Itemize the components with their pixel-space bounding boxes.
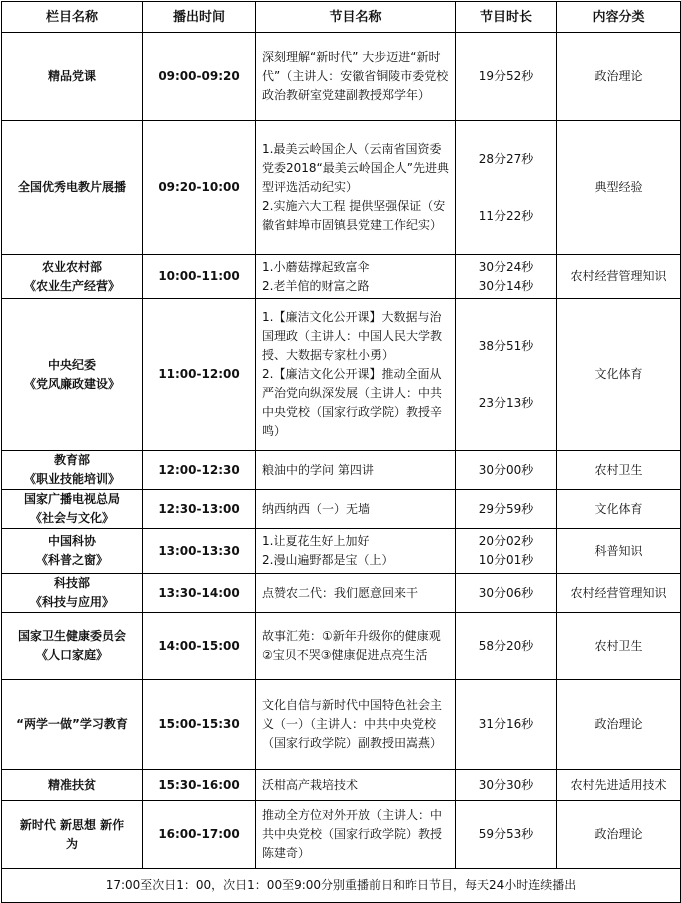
column-subtitle-text: 《职业技能培训》	[23, 472, 120, 486]
column-name-cell	[2, 529, 143, 574]
duration-cell	[456, 451, 557, 490]
duration-cell	[456, 33, 557, 121]
air-time-cell: 12:00-12:30	[143, 451, 256, 490]
schedule-table	[1, 1, 681, 903]
duration-cell	[456, 613, 557, 680]
duration-text: 59分53秒	[478, 827, 534, 841]
duration-text: 23分13秒	[478, 395, 534, 410]
program-text: 2.实施六大工程 提供坚强保证（安徽省蚌埠市固镇县党建工作纪实）	[262, 199, 446, 232]
air-time-cell: 15:30-16:00	[143, 770, 256, 801]
duration-text: 28分27秒	[478, 151, 534, 166]
program-cell	[256, 613, 456, 680]
program-cell	[256, 490, 456, 529]
column-name-text: 中国科协	[47, 534, 96, 548]
column-name-cell	[2, 680, 143, 770]
header-category: 内容分类	[557, 2, 681, 33]
category-cell: 政治理论	[557, 33, 681, 121]
category-cell: 农村经营管理知识	[557, 255, 681, 299]
duration-cell	[456, 490, 557, 529]
duration-text: 30分24秒	[478, 259, 534, 274]
column-name-text: “两学一做”学习教育	[16, 717, 128, 731]
program-text: 1.小蘑菇撑起致富伞	[262, 259, 370, 274]
table-row	[2, 529, 681, 574]
air-time-cell: 09:20-10:00	[143, 121, 256, 255]
table-row	[2, 33, 681, 121]
duration-text: 10分01秒	[478, 553, 534, 567]
column-name-text: 新时代 新思想 新作为	[19, 817, 125, 851]
table-row	[2, 613, 681, 680]
column-name-cell	[2, 770, 143, 801]
duration-text: 30分30秒	[478, 777, 534, 792]
column-subtitle-text: 《党风廉政建设》	[23, 376, 120, 391]
column-name-cell	[2, 33, 143, 121]
column-name-text: 国家卫生健康委员会	[17, 629, 126, 643]
program-text: 1.【廉洁文化公开课】大数据与治国理政（主讲人：中国人民大学教授、大数据专家杜小勇）	[262, 310, 443, 362]
duration-cell	[456, 529, 557, 574]
program-cell	[256, 451, 456, 490]
header-column-name: 栏目名称	[2, 2, 143, 33]
table-row	[2, 574, 681, 613]
category-cell: 科普知识	[557, 529, 681, 574]
air-time-cell: 15:00-15:30	[143, 680, 256, 770]
duration-text: 20分02秒	[478, 534, 534, 548]
table-row	[2, 680, 681, 770]
table-row	[2, 255, 681, 299]
column-subtitle-text: 《人口家庭》	[35, 648, 108, 662]
duration-text: 11分22秒	[478, 208, 534, 223]
column-name-cell	[2, 299, 143, 451]
program-cell	[256, 299, 456, 451]
category-cell: 政治理论	[557, 680, 681, 770]
air-time-cell: 13:00-13:30	[143, 529, 256, 574]
program-text: 点赞农二代：我们愿意回来干	[262, 585, 419, 600]
program-text: 粮油中的学问 第四讲	[262, 462, 374, 477]
column-name-text: 科技部	[53, 576, 90, 590]
column-name-text: 农业农村部	[41, 259, 102, 274]
column-name-text: 全国优秀电教片展播	[17, 180, 126, 194]
duration-text: 30分06秒	[478, 585, 534, 600]
air-time-cell: 12:30-13:00	[143, 490, 256, 529]
column-name-cell	[2, 613, 143, 680]
program-text: 2.老羊倌的财富之路	[262, 278, 370, 293]
header-air-time: 播出时间	[143, 2, 256, 33]
program-cell	[256, 255, 456, 299]
category-cell: 文化体育	[557, 299, 681, 451]
table-row	[2, 451, 681, 490]
air-time-cell: 10:00-11:00	[143, 255, 256, 299]
rebroadcast-note: 17:00至次日1：00，次日1：00至9:00分别重播前日和昨日节目，每天24小时连续播出	[2, 869, 681, 903]
table-row	[2, 490, 681, 529]
duration-text: 29分59秒	[478, 501, 534, 516]
duration-cell	[456, 801, 557, 869]
column-name-cell	[2, 490, 143, 529]
program-text: 故事汇苑：①新年升级你的健康观②宝贝不哭③健康促进点亮生活	[262, 629, 441, 662]
duration-cell	[456, 680, 557, 770]
column-name-text: 国家广播电视总局	[23, 492, 120, 506]
footer-row	[2, 869, 681, 903]
air-time-cell: 13:30-14:00	[143, 574, 256, 613]
column-name-text: 精准扶贫	[47, 777, 96, 792]
program-text: 文化自信与新时代中国特色社会主义（一）（主讲人：中共中央党校（国家行政学院）副教授田嵩燕）	[262, 698, 443, 750]
column-name-cell	[2, 121, 143, 255]
program-cell	[256, 680, 456, 770]
program-text: 1.最美云岭国企人（云南省国资委党委2018“最美云岭国企人”先进典型评选活动纪实）	[262, 142, 449, 194]
category-cell: 典型经验	[557, 121, 681, 255]
program-cell	[256, 529, 456, 574]
table-row	[2, 770, 681, 801]
category-cell: 农村卫生	[557, 613, 681, 680]
program-text: 沃柑高产栽培技术	[262, 777, 359, 792]
column-name-text: 精品党课	[47, 69, 96, 83]
table-row	[2, 801, 681, 869]
category-cell: 农村先进适用技术	[557, 770, 681, 801]
duration-cell	[456, 255, 557, 299]
column-name-cell	[2, 801, 143, 869]
category-cell: 农村经营管理知识	[557, 574, 681, 613]
program-text: 2.【廉洁文化公开课】推动全面从严治党向纵深发展（主讲人：中共中央党校（国家行政学院）教授辛鸣）	[262, 367, 443, 438]
category-cell: 农村卫生	[557, 451, 681, 490]
duration-text: 58分20秒	[478, 638, 534, 653]
duration-text: 38分51秒	[478, 338, 534, 353]
table-row	[2, 299, 681, 451]
duration-cell	[456, 770, 557, 801]
program-cell	[256, 121, 456, 255]
program-text: 深刻理解“新时代” 大步迈进“新时代”（主讲人：安徽省铜陵市委党校政治教研室党建副教授郑学年）	[262, 50, 449, 102]
air-time-cell: 16:00-17:00	[143, 801, 256, 869]
air-time-cell: 14:00-15:00	[143, 613, 256, 680]
duration-text: 19分52秒	[478, 69, 534, 83]
duration-cell	[456, 574, 557, 613]
header-row	[2, 2, 681, 33]
column-name-cell	[2, 574, 143, 613]
column-name-cell	[2, 451, 143, 490]
header-program-name: 节目名称	[256, 2, 456, 33]
program-cell	[256, 770, 456, 801]
column-subtitle-text: 《科技与应用》	[29, 595, 114, 609]
duration-cell	[456, 121, 557, 255]
column-name-text: 中央纪委	[47, 357, 96, 372]
program-text: 1.让夏花生好上加好	[262, 534, 370, 548]
category-cell: 政治理论	[557, 801, 681, 869]
duration-text: 30分14秒	[478, 278, 534, 293]
duration-cell	[456, 299, 557, 451]
program-cell	[256, 801, 456, 869]
program-text: 纳西纳西（一）无墙	[262, 501, 371, 516]
column-subtitle-text: 《农业生产经营》	[23, 278, 120, 293]
program-cell	[256, 574, 456, 613]
column-name-cell	[2, 255, 143, 299]
program-cell	[256, 33, 456, 121]
program-text: 推动全方位对外开放（主讲人：中共中央党校（国家行政学院）教授陈建奇）	[262, 808, 443, 860]
air-time-cell: 11:00-12:00	[143, 299, 256, 451]
air-time-cell: 09:00-09:20	[143, 33, 256, 121]
duration-text: 30分00秒	[478, 462, 534, 477]
column-name-text: 教育部	[53, 453, 90, 467]
duration-text: 31分16秒	[478, 717, 534, 731]
column-subtitle-text: 《科普之窗》	[35, 553, 108, 567]
program-text: 2.漫山遍野都是宝（上）	[262, 553, 394, 567]
header-duration: 节目时长	[456, 2, 557, 33]
category-cell: 文化体育	[557, 490, 681, 529]
table-row	[2, 121, 681, 255]
column-subtitle-text: 《社会与文化》	[29, 511, 114, 525]
